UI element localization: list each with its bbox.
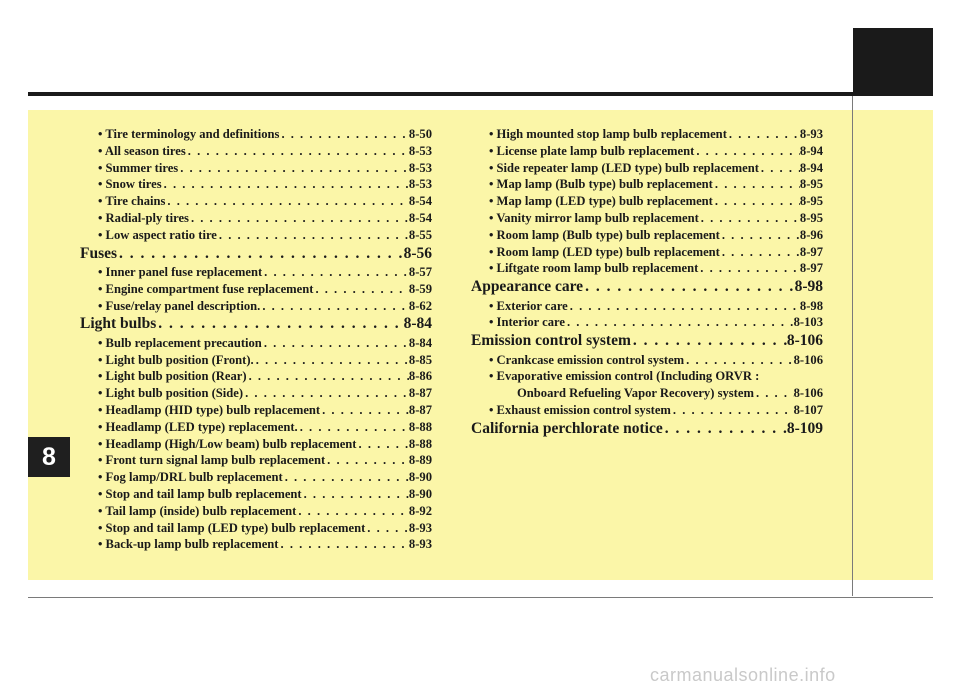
toc-page-number: 8-103 xyxy=(793,315,823,330)
toc-entry-title: • Engine compartment fuse replacement xyxy=(98,281,314,296)
toc-page-number: 8-54 xyxy=(408,210,432,225)
toc-entry-title: Light bulbs xyxy=(80,315,157,333)
toc-section-heading[interactable] xyxy=(80,314,432,334)
toc-entry[interactable] xyxy=(471,193,823,210)
toc-page-number: 8-106 xyxy=(793,352,823,367)
toc-entry-title: • Tire terminology and definitions xyxy=(98,127,280,141)
toc-entry[interactable] xyxy=(471,227,823,244)
toc-leader-dots xyxy=(663,419,787,439)
toc-page-number: 8-84 xyxy=(408,335,432,350)
toc-entry[interactable] xyxy=(80,126,432,143)
toc-entry[interactable] xyxy=(80,352,432,369)
toc-entry[interactable] xyxy=(80,436,432,453)
toc-entry[interactable] xyxy=(471,352,823,369)
toc-leader-dots xyxy=(694,143,800,160)
toc-page-number: 8-90 xyxy=(408,486,432,501)
toc-page-number: 8-92 xyxy=(408,503,432,518)
toc-leader-dots xyxy=(189,210,409,227)
top-rule xyxy=(28,92,933,96)
toc-entry[interactable] xyxy=(471,385,823,402)
toc-leader-dots xyxy=(254,352,409,369)
toc-page-number: 8-59 xyxy=(408,281,432,296)
toc-entry-title: • Evaporative emission control (Including ORVR : xyxy=(489,369,760,384)
toc-entry-title: • Exhaust emission control system xyxy=(489,402,671,417)
toc-entry-title: • Light bulb position (Rear) xyxy=(98,369,247,384)
toc-entry[interactable] xyxy=(471,298,823,315)
toc-entry-title: • Headlamp (LED type) replacement. xyxy=(98,419,298,434)
toc-section-heading[interactable] xyxy=(471,277,823,297)
toc-leader-dots xyxy=(243,385,409,402)
toc-entry[interactable] xyxy=(80,503,432,520)
toc-leader-dots xyxy=(279,126,408,143)
toc-entry[interactable] xyxy=(80,160,432,177)
toc-leader-dots xyxy=(727,126,800,143)
toc-entry[interactable] xyxy=(80,335,432,352)
toc-entry[interactable] xyxy=(471,244,823,261)
toc-page-number: 8-95 xyxy=(799,177,823,192)
toc-leader-dots xyxy=(754,385,794,402)
toc-entry-title: • Headlamp (High/Low beam) bulb replacement xyxy=(98,436,357,451)
toc-leader-dots xyxy=(365,520,409,537)
toc-entry-title: • Tire chains xyxy=(98,194,166,209)
bottom-rule xyxy=(28,597,933,598)
toc-entry[interactable] xyxy=(80,281,432,298)
toc-page-number: 8-62 xyxy=(408,298,432,313)
toc-entry[interactable] xyxy=(80,419,432,436)
toc-entry-title: • High mounted stop lamp bulb replacement xyxy=(489,127,727,141)
toc-entry-title: • Light bulb position (Front). xyxy=(98,352,254,367)
toc-page-number: 8-53 xyxy=(408,160,432,175)
toc-leader-dots xyxy=(713,193,800,210)
toc-entry[interactable] xyxy=(80,536,432,553)
toc-page-number: 8-53 xyxy=(408,143,432,158)
toc-entry[interactable] xyxy=(471,126,823,143)
toc-entry-title: • Headlamp (HID type) bulb replacement xyxy=(98,402,321,417)
toc-leader-dots xyxy=(178,160,409,177)
toc-entry[interactable] xyxy=(80,452,432,469)
toc-entry-title: • Map lamp (Bulb type) bulb replacement xyxy=(489,177,713,192)
toc-leader-dots xyxy=(296,503,409,520)
toc-entry-title: • Summer tires xyxy=(98,160,179,175)
toc-entry[interactable] xyxy=(80,143,432,160)
toc-page-number: 8-93 xyxy=(408,520,432,535)
toc-leader-dots xyxy=(262,264,409,281)
toc-entry[interactable] xyxy=(80,298,432,315)
toc-page-number: 8-88 xyxy=(408,436,432,451)
toc-leader-dots xyxy=(759,160,800,177)
toc-entry-title: • Snow tires xyxy=(98,177,162,192)
toc-entry[interactable] xyxy=(80,469,432,486)
toc-entry-title: • License plate lamp bulb replacement xyxy=(489,143,695,158)
toc-entry-title: • Crankcase emission control system xyxy=(489,352,685,367)
toc-entry-title: • Fuse/relay panel description. xyxy=(98,298,261,313)
toc-entry-title: • Tail lamp (inside) bulb replacement xyxy=(98,503,297,518)
toc-leader-dots xyxy=(320,402,409,419)
toc-entry[interactable] xyxy=(80,368,432,385)
toc-entry[interactable] xyxy=(471,210,823,227)
toc-page-number: 8-53 xyxy=(408,177,432,192)
toc-entry-title: • Fog lamp/DRL bulb replacement xyxy=(98,470,283,485)
chapter-number: 8 xyxy=(28,437,70,477)
toc-leader-dots xyxy=(583,277,795,297)
toc-page-number: 8-90 xyxy=(408,470,432,485)
toc-left-column xyxy=(80,126,432,553)
toc-leader-dots xyxy=(162,176,409,193)
toc-page-number: 8-87 xyxy=(408,386,432,401)
toc-page-number: 8-54 xyxy=(408,194,432,209)
toc-page-number: 8-89 xyxy=(408,453,432,468)
toc-leader-dots xyxy=(279,536,409,553)
toc-leader-dots xyxy=(313,281,408,298)
toc-leader-dots xyxy=(247,368,409,385)
toc-section-heading[interactable] xyxy=(471,419,823,439)
toc-entry-title: • Stop and tail lamp bulb replacement xyxy=(98,486,302,501)
toc-entry-title: • Light bulb position (Side) xyxy=(98,386,244,401)
toc-leader-dots xyxy=(720,227,800,244)
toc-entry-title: Fuses xyxy=(80,244,118,262)
toc-leader-dots xyxy=(698,260,800,277)
toc-page-number: 8-109 xyxy=(786,419,823,437)
toc-entry-title: • Liftgate room lamp bulb replacement xyxy=(489,261,699,276)
watermark: carmanualsonline.info xyxy=(650,665,836,685)
toc-entry-title: • Inner panel fuse replacement xyxy=(98,264,263,279)
toc-leader-dots xyxy=(217,227,409,244)
toc-entry-title: • Vanity mirror lamp bulb replacement xyxy=(489,210,699,225)
toc-entry-title: • Side repeater lamp (LED type) bulb replacement xyxy=(489,160,759,175)
toc-page-number: 8-86 xyxy=(408,369,432,384)
toc-leader-dots xyxy=(325,452,409,469)
toc-entry-title: • Back-up lamp bulb replacement xyxy=(98,537,279,552)
toc-page-number: 8-98 xyxy=(794,278,823,296)
toc-page-number: 8-85 xyxy=(408,352,432,367)
toc-entry-title: Onboard Refueling Vapor Recovery) system xyxy=(517,386,754,401)
toc-entry[interactable] xyxy=(471,402,823,419)
toc-page-number: 8-56 xyxy=(403,244,432,262)
toc-entry-title: • Map lamp (LED type) bulb replacement xyxy=(489,194,713,209)
toc-page-number: 8-87 xyxy=(408,402,432,417)
margin-divider xyxy=(852,96,853,596)
toc-entry[interactable] xyxy=(80,264,432,281)
toc-entry-title: • Exterior care xyxy=(489,298,568,313)
toc-page-number: 8-107 xyxy=(793,402,823,417)
toc-page-number: 8-94 xyxy=(799,143,823,158)
toc-entry-title: • Low aspect ratio tire xyxy=(98,227,217,242)
toc-entry[interactable] xyxy=(80,385,432,402)
toc-leader-dots xyxy=(298,419,409,436)
toc-page-number: 8-97 xyxy=(799,261,823,276)
toc-entry[interactable] xyxy=(80,193,432,210)
toc-leader-dots xyxy=(117,244,404,264)
toc-page-number: 8-98 xyxy=(799,298,823,313)
toc-entry[interactable] xyxy=(80,520,432,537)
toc-entry-title: • Room lamp (LED type) bulb replacement xyxy=(489,244,720,259)
toc-page-number: 8-95 xyxy=(799,210,823,225)
toc-entry-title: California perchlorate notice xyxy=(471,419,663,437)
toc-entry-title: Emission control system xyxy=(471,332,631,350)
toc-entry[interactable] xyxy=(80,402,432,419)
toc-leader-dots xyxy=(302,486,409,503)
toc-entry-title: • Bulb replacement precaution xyxy=(98,335,262,350)
toc-page-number: 8-106 xyxy=(793,386,823,401)
toc-entry[interactable] xyxy=(80,486,432,503)
toc-entry-title: • Radial-ply tires xyxy=(98,210,189,225)
toc-entry-title: • Stop and tail lamp (LED type) bulb replacement xyxy=(98,520,366,535)
toc-leader-dots xyxy=(565,314,794,331)
toc-page-number: 8-55 xyxy=(408,227,432,242)
toc-right-column xyxy=(471,126,823,439)
toc-leader-dots xyxy=(713,176,800,193)
toc-entry-title: Appearance care xyxy=(471,278,584,296)
toc-leader-dots xyxy=(631,331,787,351)
toc-leader-dots xyxy=(699,210,800,227)
toc-entry[interactable] xyxy=(471,143,823,160)
toc-leader-dots xyxy=(671,402,794,419)
toc-entry-title: • Room lamp (Bulb type) bulb replacement xyxy=(489,227,720,242)
toc-page-number: 8-50 xyxy=(408,127,432,141)
toc-entry[interactable] xyxy=(471,368,823,385)
toc-page-number: 8-106 xyxy=(786,332,823,350)
toc-entry[interactable] xyxy=(80,176,432,193)
toc-page-number: 8-94 xyxy=(799,160,823,175)
toc-leader-dots xyxy=(156,314,403,334)
toc-entry[interactable] xyxy=(471,176,823,193)
toc-leader-dots xyxy=(684,352,793,369)
toc-page-number: 8-93 xyxy=(799,127,823,141)
toc-entry-title: • Front turn signal lamp bulb replacement xyxy=(98,453,326,468)
toc-page-number: 8-93 xyxy=(408,537,432,552)
toc-leader-dots xyxy=(568,298,800,315)
toc-leader-dots xyxy=(357,436,409,453)
toc-entry[interactable] xyxy=(80,227,432,244)
toc-page-number: 8-96 xyxy=(799,227,823,242)
toc-leader-dots xyxy=(260,298,409,315)
toc-page-number: 8-57 xyxy=(408,264,432,279)
toc-entry[interactable] xyxy=(471,160,823,177)
toc-leader-dots xyxy=(720,244,800,261)
toc-leader-dots xyxy=(262,335,409,352)
toc-leader-dots xyxy=(165,193,409,210)
toc-entry[interactable] xyxy=(471,260,823,277)
toc-entry-title: • All season tires xyxy=(98,143,186,158)
toc-section-heading[interactable] xyxy=(471,331,823,351)
toc-page-number: 8-84 xyxy=(403,315,432,333)
toc-leader-dots xyxy=(186,143,409,160)
toc-entry[interactable] xyxy=(471,314,823,331)
toc-entry[interactable] xyxy=(80,210,432,227)
toc-entry-title: • Interior care xyxy=(489,315,565,330)
corner-tab xyxy=(853,28,933,96)
toc-leader-dots xyxy=(283,469,409,486)
toc-page-number: 8-88 xyxy=(408,419,432,434)
toc-page-number: 8-95 xyxy=(799,194,823,209)
toc-page-number: 8-97 xyxy=(799,244,823,259)
toc-section-heading[interactable] xyxy=(80,244,432,264)
